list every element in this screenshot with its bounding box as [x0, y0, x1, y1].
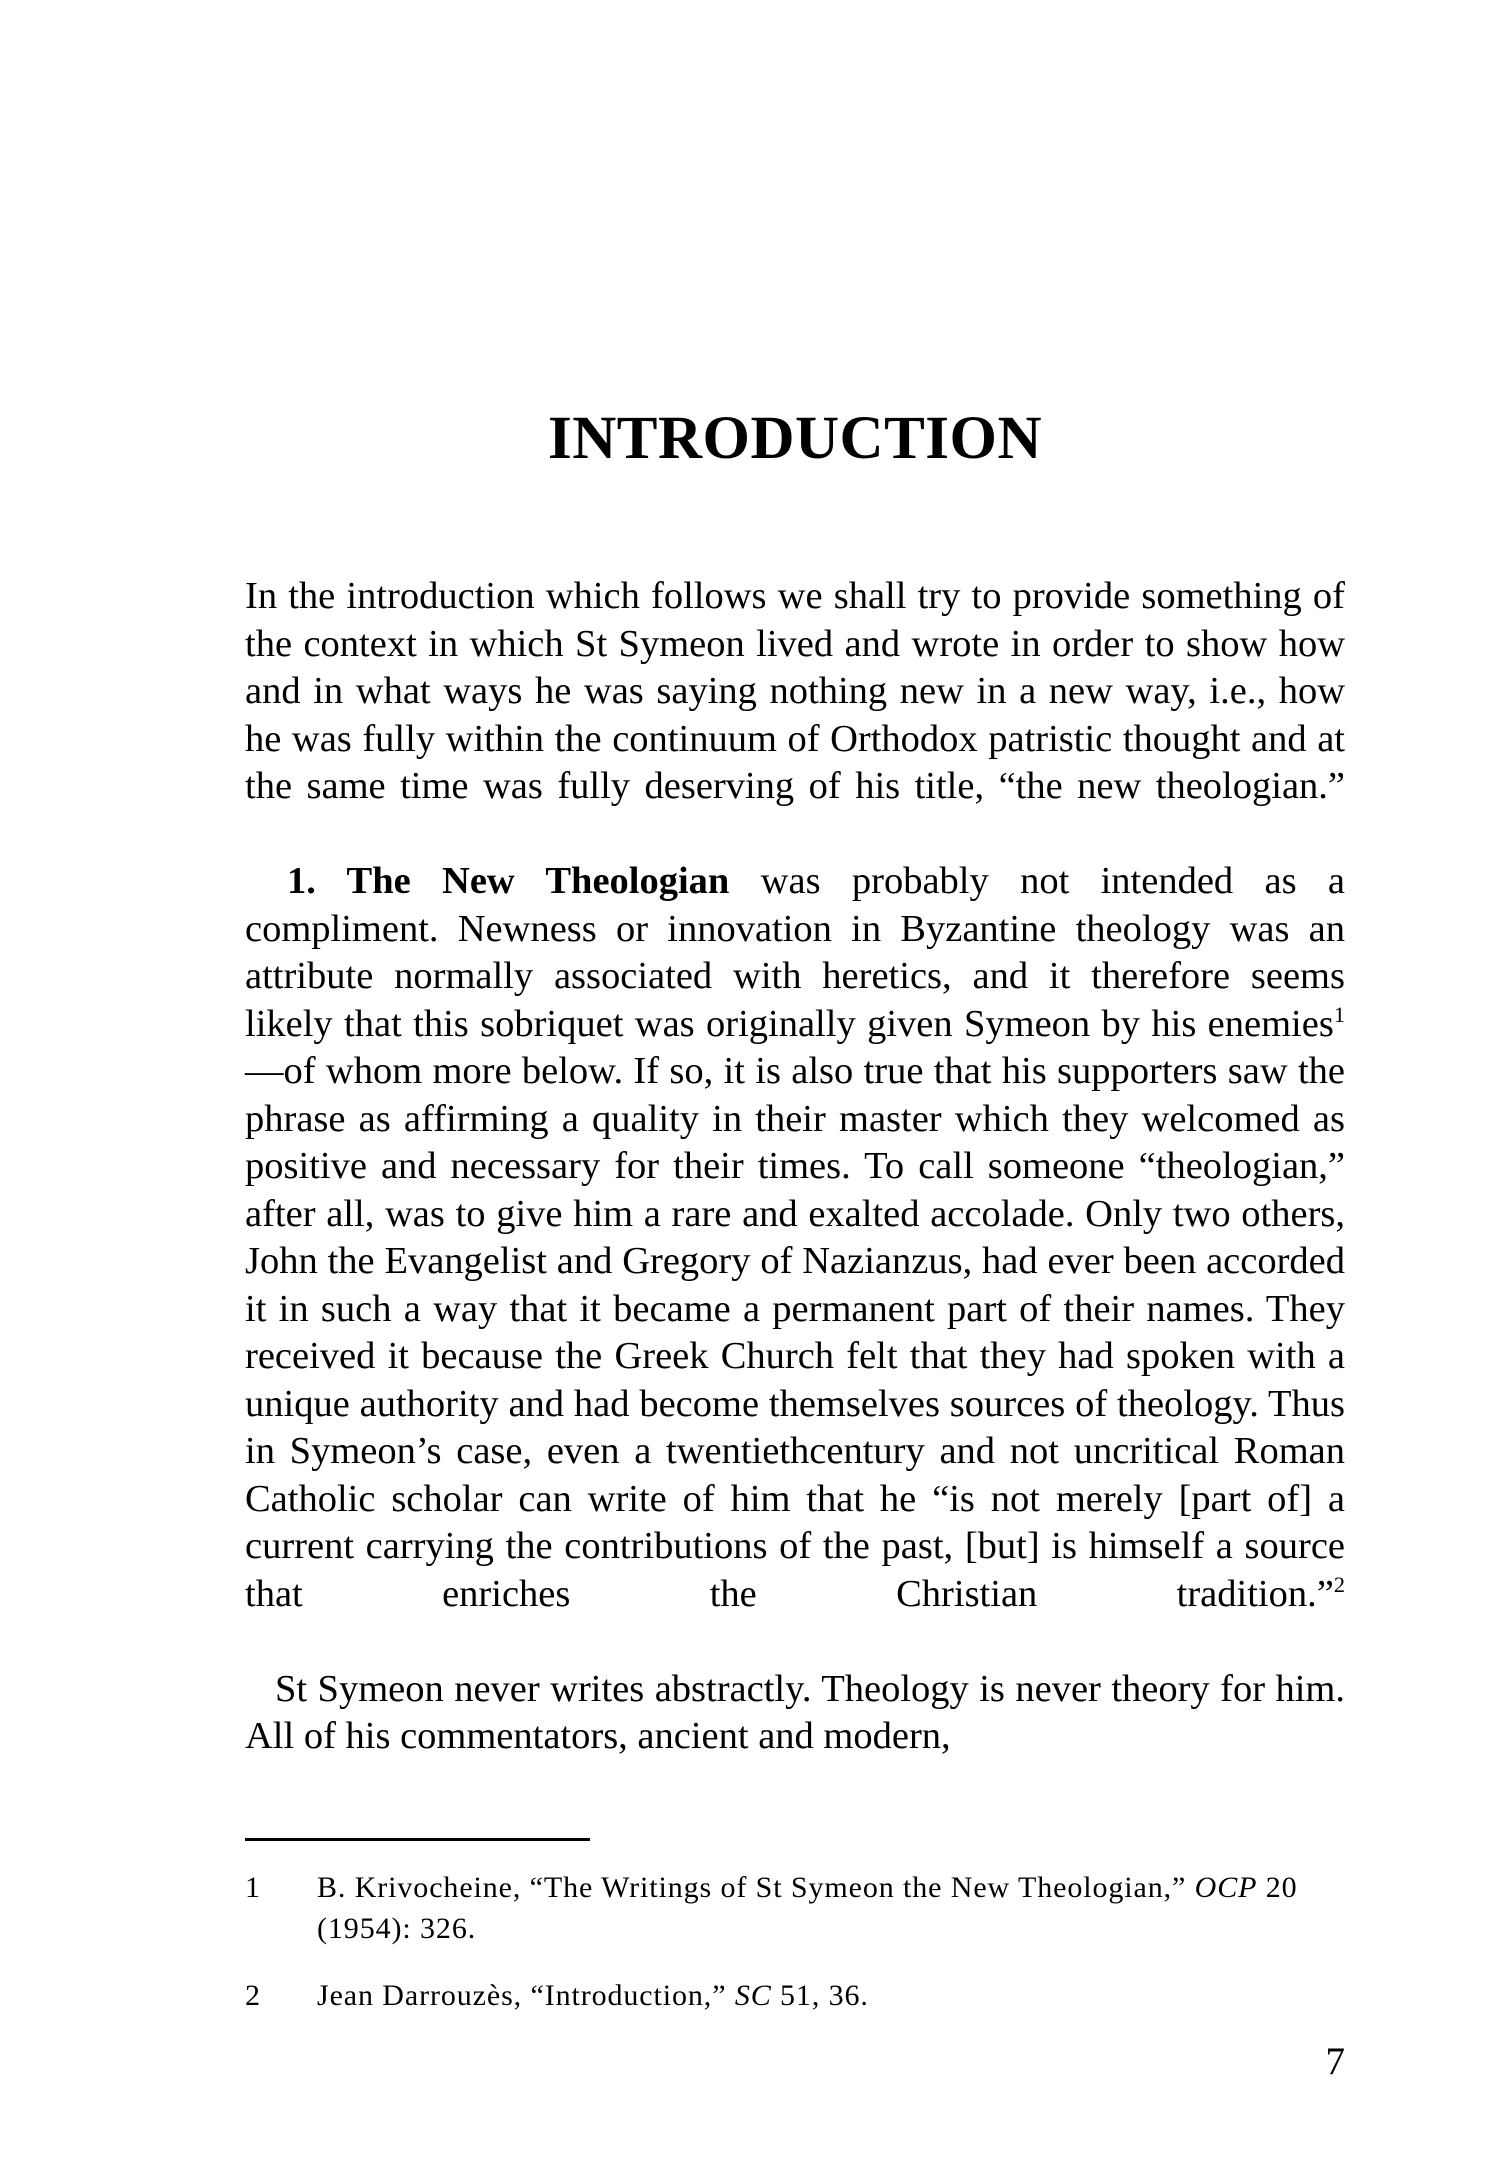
paragraph-closing-text: St Symeon never writes abstractly. Theology is never theory for him. All of his commentators, ancient and modern,	[245, 1667, 1345, 1757]
footnote-citation-detail: 51, 36.	[771, 1979, 869, 2012]
paragraph-closing	[245, 1666, 1345, 1761]
section-one-heading: 1. The New Theologian	[287, 860, 730, 902]
footnote-citation-detail: 20 (1954): 326.	[317, 1871, 1298, 1945]
footnote-series-abbrev: SC	[734, 1979, 772, 2012]
footnote-separator-rule	[245, 1838, 590, 1841]
body-text	[245, 573, 1345, 1761]
section-one-text-b: —of whom more below. If so, it is also true that his supporters saw the phrase as affirming a quality in their master which they welcomed as positive and necessary for their times. To call someone “theologian,” after all, was to give him a rare and exalted accolade. Only two others, John the Evangelist and Gregory of Nazianzus, had ever been accorded it in such a way that it became a permanent part of their names. They received it because the Greek Church felt that they had spoken with a unique authority and had become themselves sources of theology. Thus in Symeon’s case, even a twentiethcentury and not uncritical Roman Catholic scholar can write of him that he “is not merely [part of] a current carrying the contributions of the past, [but] is himself a source that enriches the Christian tradition.”	[245, 1050, 1345, 1615]
footnote-item	[245, 1867, 1345, 1949]
paragraph-section-one	[245, 858, 1345, 1666]
paragraph-intro	[245, 573, 1345, 858]
footnote-journal-abbrev: OCP	[1194, 1871, 1258, 1904]
footnote-item	[245, 1975, 1345, 2016]
footnote-reference-1[interactable]: 1	[1333, 1001, 1345, 1027]
paragraph-intro-text: In the introduction which follows we shall try to provide something of the context in which St Symeon lived and wrote in order to show how and in what ways he was saying nothing new in a new way, i.e., how he was fully within the continuum of Orthodox patristic thought and at the same time was fully deserving of his title, “the new theologian.”	[245, 575, 1345, 807]
page-title: INTRODUCTION	[547, 405, 1043, 472]
footnote-number: 1	[245, 1871, 261, 1904]
footnote-area	[245, 1838, 1345, 2016]
footnote-text: B. Krivocheine, “The Writings of St Symeon the New Theologian,”	[317, 1871, 1195, 1904]
footnote-reference-2[interactable]: 2	[1333, 1571, 1345, 1597]
footnote-text: Jean Darrouzès, “Introduction,”	[317, 1979, 735, 2012]
page-number: 7	[1325, 2040, 1345, 2083]
footnote-number: 2	[245, 1979, 261, 2012]
section-one-text-a: was probably not intended as a compliment. Newness or innovation in Byzantine theology was an attribute normally associated with heretics, and it therefore seems likely that this sobriquet was originally given Symeon by his enemies	[245, 860, 1345, 1045]
